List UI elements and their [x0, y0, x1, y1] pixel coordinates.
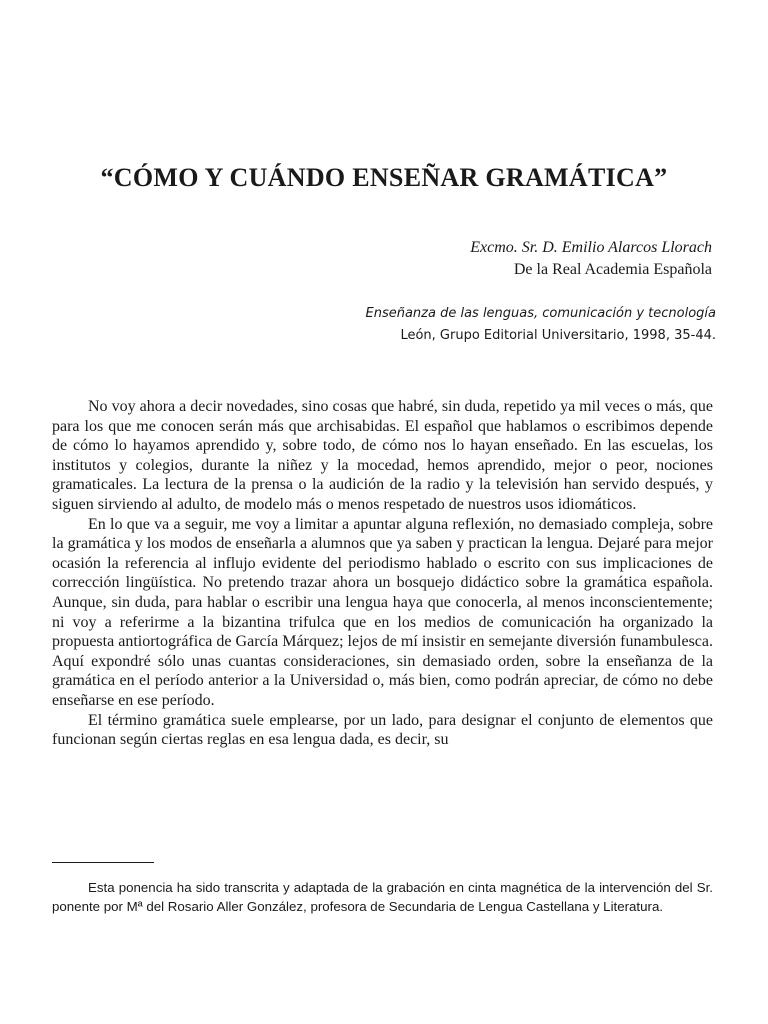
article-title: “CÓMO Y CUÁNDO ENSEÑAR GRAMÁTICA”	[100, 163, 668, 192]
article-body	[52, 397, 713, 750]
footnote-separator	[52, 862, 154, 863]
source-citation	[365, 303, 716, 347]
source-publication: León, Grupo Editorial Universitario, 1998, 35-44.	[400, 328, 716, 343]
body-paragraph: El término gramática suele emplearse, por un lado, para designar el conjunto de elementos que funcionan según ciertas reglas en esa lengua dada, es decir, su	[52, 711, 713, 749]
footnote: Esta ponencia ha sido transcrita y adaptada de la grabación en cinta magnética de la intervención del Sr. ponente por Mª del Rosario Aller González, profesora de Secundaria de Lengua Castellana y Literatura.	[52, 880, 713, 914]
author-affiliation: De la Real Academia Española	[513, 261, 712, 278]
source-book-title: Enseñanza de las lenguas, comunicación y tecnología	[365, 306, 716, 321]
author-name: Excmo. Sr. D. Emilio Alarcos Llorach	[470, 239, 712, 256]
body-paragraph: No voy ahora a decir novedades, sino cosas que habré, sin duda, repetido ya mil veces o más, que para los que me conocen serán más que archisabidas. El español que hablamos o escribimos depende de cómo lo hayamos aprendido y, sobre todo, de cómo nos lo hayan enseñado. En las escuelas, los institutos y colegios, durante la niñez y la mocedad, hemos aprendido, mejor o peor, nociones gramaticales. La lectura de la prensa o la audición de la radio y la televisión han servido después, y siguen sirviendo al adulto, de modelo más o menos respetado de nuestros usos idiomáticos.	[52, 398, 713, 513]
author-block	[470, 237, 712, 281]
body-paragraph: En lo que va a seguir, me voy a limitar a apuntar alguna reflexión, no demasiado compleja, sobre la gramática y los modos de enseñarla a alumnos que ya saben y practican la lengua. Dejaré para mejor ocasión la referencia al influjo evidente del periodismo hablado o escrito con sus implicaciones de corrección lingüística. No pretendo trazar ahora un bosquejo didáctico sobre la gramática española. Aunque, sin duda, para hablar o escribir una lengua haya que conocerla, al menos inconscientemente; ni voy a referirme a la bizantina trifulca que en los medios de comunicación ha organizado la propuesta antiortográfica de García Márquez; lejos de mí insistir en semejante diversión funambulesca. Aquí expondré sólo unas cuantas consideraciones, sin demasiado orden, sobre la enseñanza de la gramática en el período anterior a la Universidad o, más bien, como podrán apreciar, de cómo no debe enseñarse en ese período.	[52, 515, 713, 709]
